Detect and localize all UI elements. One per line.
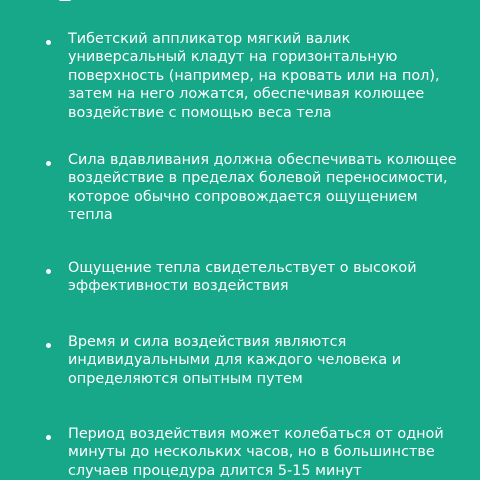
text-line: Тибетский аппликатор мягкий валик [68,31,351,47]
list-item-text [68,151,468,225]
text-line: индивидуальными для каждого человека и [68,352,402,369]
text-line: Время и сила воздействия являются [68,334,347,350]
text-line: тепла [68,207,113,224]
text-line: определяются опытным путем [68,370,303,387]
text-line: случаев процедура длится 5-15 минут [68,462,362,479]
text-line: Сила вдавливания должна обеспечивать колющее [68,152,457,168]
text-line: Ощущение тепла свидетельствует о высокой [68,260,417,276]
text-line: минуты до нескольких часов, но в большинстве [68,444,435,461]
bullet-dot-icon [46,161,51,166]
list-item-text [68,30,468,122]
bullet-dot-icon [46,40,51,45]
heading-fragment [58,0,72,1]
list-item-text [68,259,468,296]
bullet-dot-icon [46,269,51,274]
bullet-dot-icon [46,343,51,348]
text-line: воздействие в пределах болевой переносимости, [68,170,448,187]
text-line: Период воздействия может колебаться от одной [68,426,444,442]
text-line: которое обычно сопровождается ощущением [68,188,418,205]
text-line: воздействие с помощью веса тела [68,104,332,121]
bullet-dot-icon [46,435,51,440]
text-line: затем на него ложатся, обеспечивая колющее [68,86,425,103]
text-line: универсальный кладут на горизонтальную [68,49,398,66]
list-item-text [68,333,468,388]
text-line: поверхность (например, на кровать или на пол), [68,67,440,84]
text-line: эффективности воздействия [68,278,289,295]
list-item-text [68,425,468,480]
